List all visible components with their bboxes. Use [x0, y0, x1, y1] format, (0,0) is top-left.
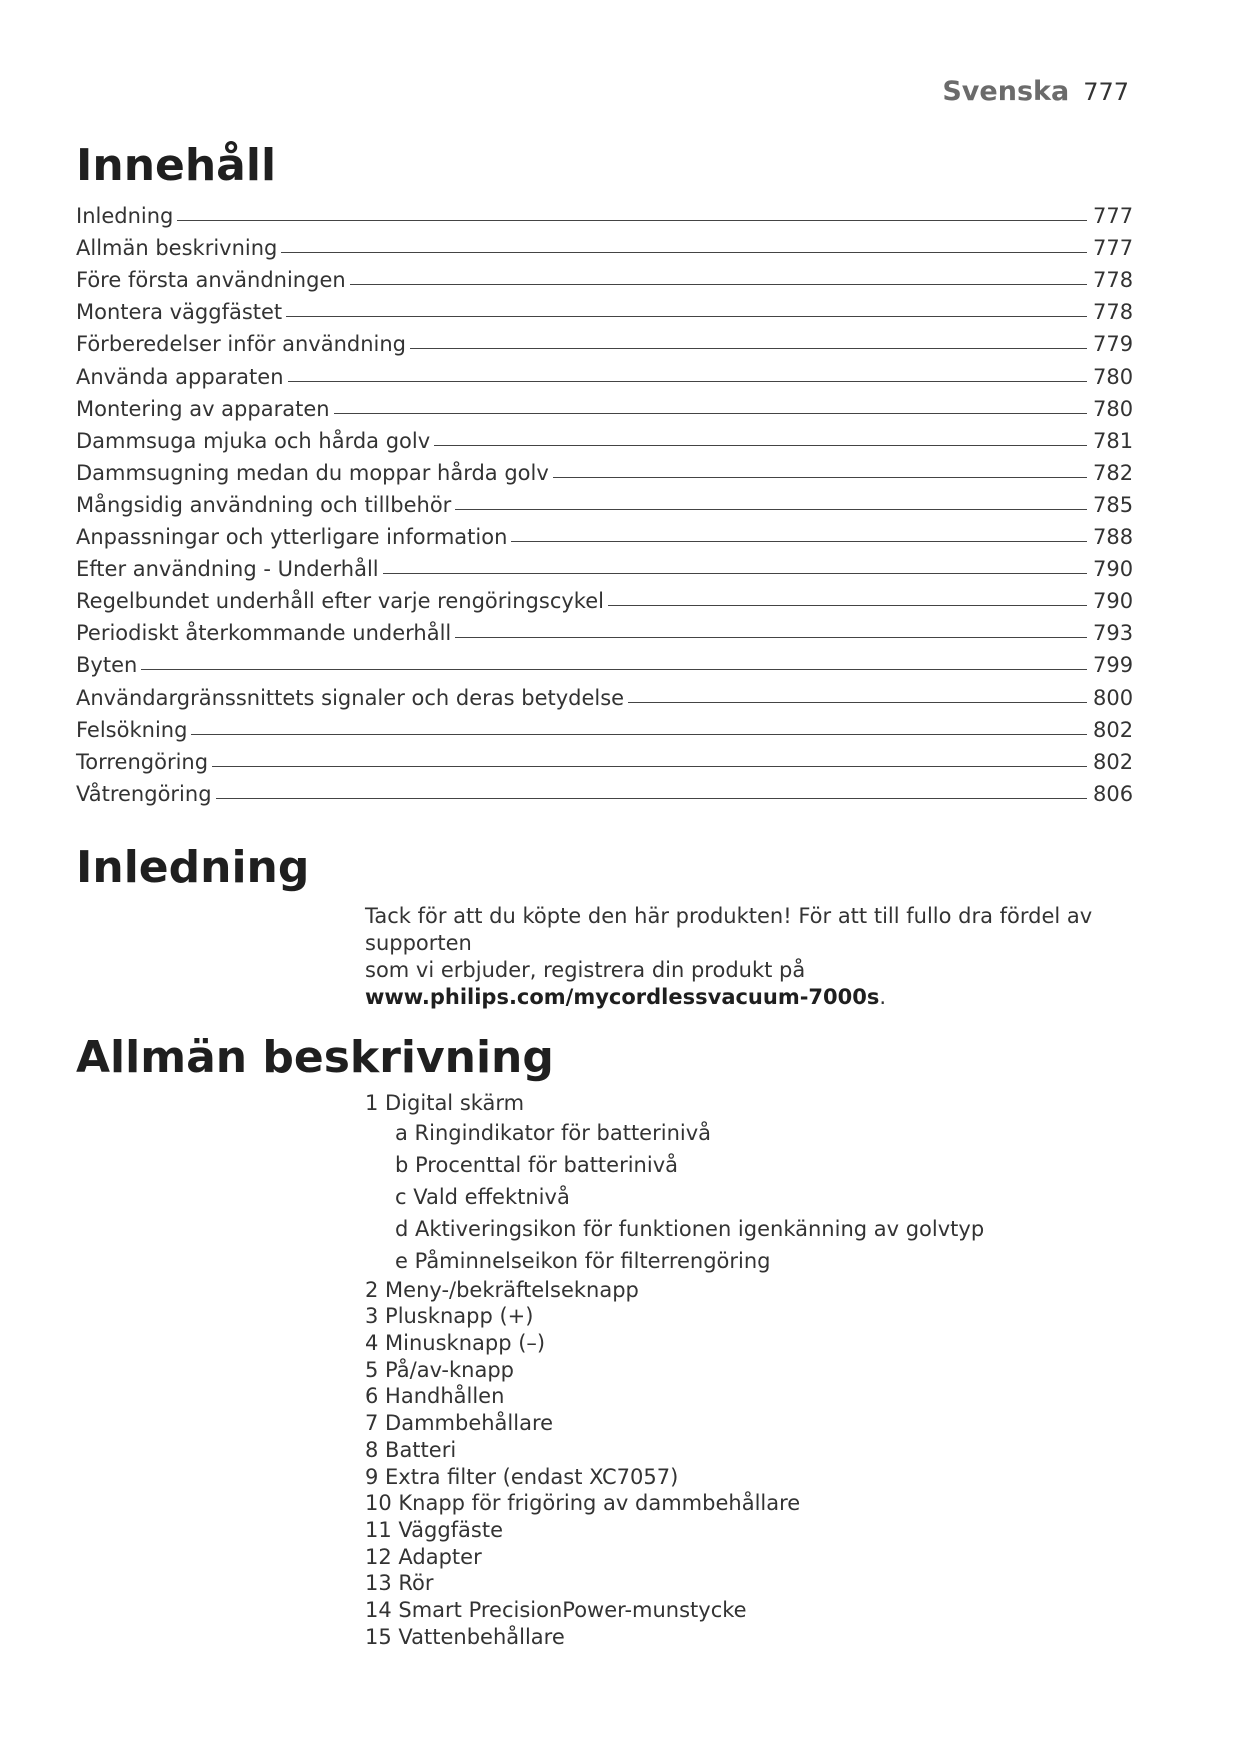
intro-line-2: som vi erbjuder, registrera din produkt på: [365, 958, 806, 982]
toc-leader-line: [177, 220, 1087, 221]
toc-leader-line: [553, 477, 1087, 478]
part-subitem: e Påminnelseikon för filterrengöring: [395, 1248, 771, 1273]
toc-entry-page: 788: [1093, 525, 1134, 550]
toc-entry-page: 777: [1093, 236, 1134, 261]
toc-leader-line: [288, 381, 1087, 382]
toc-entry-label: Inledning: [76, 204, 174, 229]
toc-entry-page: 790: [1093, 557, 1134, 582]
url-suffix: .: [879, 985, 887, 1009]
toc-entry[interactable]: [76, 710, 1133, 742]
part-item: 10 Knapp för frigöring av dammbehållare: [365, 1491, 801, 1516]
page-number: 777: [1083, 78, 1129, 106]
toc-entry-label: Efter användning - Underhåll: [76, 557, 379, 582]
toc-entry-label: Torrengöring: [76, 749, 209, 774]
toc-entry[interactable]: [76, 453, 1133, 485]
toc-entry[interactable]: [76, 228, 1133, 260]
toc-leader-line: [511, 541, 1087, 542]
toc-entry[interactable]: [76, 196, 1133, 228]
intro-title: Inledning: [76, 842, 310, 893]
toc-leader-line: [410, 348, 1087, 349]
intro-line-1: Tack för att du köpte den här produkten! För att till fullo dra fördel av supporten: [365, 904, 1093, 955]
toc-entry-page: 782: [1093, 460, 1134, 485]
toc-entry-page: 802: [1093, 749, 1134, 774]
toc-entry-page: 800: [1093, 685, 1134, 710]
toc-leader-line: [455, 509, 1087, 510]
toc-leader-line: [350, 284, 1087, 285]
part-subitem: c Vald effektnivå: [395, 1184, 570, 1209]
toc-leader-line: [455, 637, 1087, 638]
toc-entry[interactable]: [76, 389, 1133, 421]
toc-entry-label: Periodiskt återkommande underhåll: [76, 621, 452, 646]
part-item: 9 Extra filter (endast XC7057): [365, 1464, 679, 1489]
part-item: 4 Minusknapp (–): [365, 1331, 546, 1356]
toc-entry-label: Användargränssnittets signaler och deras betydelse: [76, 685, 625, 710]
parts-list: [365, 1090, 1165, 1650]
toc-leader-line: [216, 798, 1087, 799]
toc-leader-line: [281, 252, 1087, 253]
toc-entry[interactable]: [76, 581, 1133, 613]
toc-entry-page: 780: [1093, 364, 1134, 389]
description-title: Allmän beskrivning: [76, 1032, 554, 1083]
part-item: 1 Digital skärm: [365, 1091, 525, 1115]
toc-leader-line: [434, 445, 1087, 446]
toc-leader-line: [334, 413, 1087, 414]
toc-entry-page: 802: [1093, 717, 1134, 742]
page-header: [942, 76, 1129, 107]
toc-leader-line: [628, 702, 1087, 703]
part-item: 2 Meny-/bekräftelseknapp: [365, 1277, 639, 1302]
toc-entry-label: Dammsuga mjuka och hårda golv: [76, 428, 431, 453]
part-item: 5 På/av-knapp: [365, 1357, 515, 1382]
toc-entry[interactable]: [76, 549, 1133, 581]
toc-entry-label: Anpassningar och ytterligare information: [76, 525, 508, 550]
table-of-contents: [76, 196, 1133, 806]
toc-entry-page: 780: [1093, 396, 1134, 421]
part-item: 14 Smart PrecisionPower-munstycke: [365, 1597, 747, 1622]
toc-entry[interactable]: [76, 292, 1133, 324]
toc-entry-label: Använda apparaten: [76, 364, 284, 389]
toc-entry[interactable]: [76, 774, 1133, 806]
part-item: 11 Väggfäste: [365, 1517, 504, 1542]
toc-leader-line: [212, 766, 1087, 767]
toc-entry-label: Felsökning: [76, 717, 188, 742]
part-subitem: b Procenttal för batterinivå: [395, 1152, 678, 1177]
toc-entry-label: Förberedelser inför användning: [76, 332, 407, 357]
toc-entry-label: Före första användningen: [76, 268, 346, 293]
toc-entry[interactable]: [76, 613, 1133, 645]
part-item: 13 Rör: [365, 1571, 434, 1596]
toc-leader-line: [608, 605, 1087, 606]
part-item: 7 Dammbehållare: [365, 1411, 554, 1436]
toc-title: Innehåll: [76, 140, 277, 191]
toc-entry[interactable]: [76, 324, 1133, 356]
toc-entry[interactable]: [76, 485, 1133, 517]
part-item: 12 Adapter: [365, 1544, 482, 1569]
toc-entry[interactable]: [76, 742, 1133, 774]
toc-entry[interactable]: [76, 517, 1133, 549]
part-subitem: a Ringindikator för batterinivå: [395, 1120, 712, 1145]
product-registration-link[interactable]: www.philips.com/mycordlessvacuum-7000s: [365, 985, 880, 1009]
toc-entry[interactable]: [76, 645, 1133, 677]
toc-entry-page: 777: [1093, 204, 1134, 229]
toc-entry-label: Montering av apparaten: [76, 396, 330, 421]
toc-entry-label: Allmän beskrivning: [76, 236, 278, 261]
toc-entry-page: 806: [1093, 781, 1134, 806]
toc-entry-page: 778: [1093, 300, 1134, 325]
toc-entry[interactable]: [76, 677, 1133, 709]
toc-entry-page: 790: [1093, 589, 1134, 614]
toc-entry-page: 785: [1093, 492, 1134, 517]
toc-entry-label: Våtrengöring: [76, 781, 212, 806]
part-item: 3 Plusknapp (+): [365, 1304, 534, 1329]
toc-leader-line: [286, 316, 1087, 317]
language-label: Svenska: [942, 76, 1070, 107]
toc-entry[interactable]: [76, 421, 1133, 453]
toc-entry[interactable]: [76, 260, 1133, 292]
toc-entry-page: 781: [1093, 428, 1134, 453]
toc-entry-label: Byten: [76, 653, 138, 678]
toc-leader-line: [383, 573, 1087, 574]
toc-entry[interactable]: [76, 356, 1133, 388]
toc-entry-label: Dammsugning medan du moppar hårda golv: [76, 460, 549, 485]
toc-entry-label: Montera väggfästet: [76, 300, 283, 325]
part-item: 15 Vattenbehållare: [365, 1624, 565, 1649]
part-item: 6 Handhållen: [365, 1384, 505, 1409]
intro-text: [365, 903, 1165, 1011]
part-item: 8 Batteri: [365, 1437, 457, 1462]
toc-entry-page: 799: [1093, 653, 1134, 678]
toc-entry-page: 778: [1093, 268, 1134, 293]
toc-entry-page: 779: [1093, 332, 1134, 357]
toc-entry-page: 793: [1093, 621, 1134, 646]
toc-leader-line: [191, 734, 1087, 735]
toc-leader-line: [141, 669, 1087, 670]
part-subitem: d Aktiveringsikon för funktionen igenkänning av golvtyp: [395, 1216, 985, 1241]
toc-entry-label: Mångsidig användning och tillbehör: [76, 492, 452, 517]
toc-entry-label: Regelbundet underhåll efter varje rengöringscykel: [76, 589, 604, 614]
